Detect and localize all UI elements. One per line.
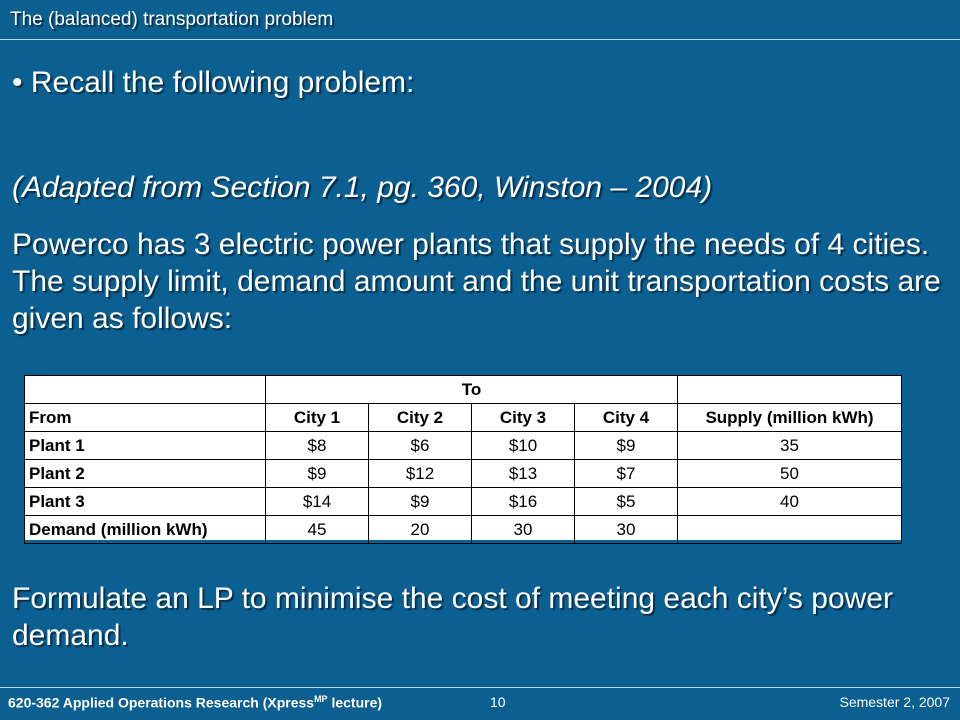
city-header: City 2 bbox=[369, 404, 472, 432]
from-header: From bbox=[25, 404, 266, 432]
problem-description: Powerco has 3 electric power plants that supply the needs of 4 cities. The supply limit, demand amount and the unit transportation costs are given as follows: bbox=[12, 228, 941, 335]
header-divider bbox=[0, 39, 960, 40]
footer-course-pre: 620-362 Applied Operations Research (Xpress bbox=[8, 694, 315, 711]
supply-cell: 40 bbox=[678, 488, 902, 516]
footer-course-sup: MP bbox=[314, 694, 328, 704]
cost-cell: $9 bbox=[369, 488, 472, 516]
cost-cell: $5 bbox=[575, 488, 678, 516]
demand-cell: 45 bbox=[266, 516, 369, 544]
footer-divider bbox=[0, 687, 960, 688]
source-citation: (Adapted from Section 7.1, pg. 360, Winston – 2004) bbox=[12, 171, 713, 204]
row-label: Plant 2 bbox=[25, 460, 266, 488]
demand-supply-blank bbox=[678, 516, 902, 544]
city-header: City 3 bbox=[472, 404, 575, 432]
demand-cell: 30 bbox=[472, 516, 575, 544]
slide-header-title: The (balanced) transportation problem bbox=[10, 9, 334, 30]
row-label: Plant 3 bbox=[25, 488, 266, 516]
table-row bbox=[25, 460, 902, 488]
city-header: City 4 bbox=[575, 404, 678, 432]
footer-course bbox=[8, 694, 382, 711]
cost-cell: $8 bbox=[266, 432, 369, 460]
cost-cell: $9 bbox=[266, 460, 369, 488]
cost-cell: $14 bbox=[266, 488, 369, 516]
page-number: 10 bbox=[490, 694, 506, 710]
cost-cell: $13 bbox=[472, 460, 575, 488]
supply-header-top bbox=[678, 376, 902, 404]
bullet-recall: • Recall the following problem: bbox=[12, 66, 415, 99]
to-header: To bbox=[266, 376, 678, 404]
cost-cell: $16 bbox=[472, 488, 575, 516]
city-header: City 1 bbox=[266, 404, 369, 432]
supply-header: Supply (million kWh) bbox=[678, 404, 902, 432]
cost-cell: $6 bbox=[369, 432, 472, 460]
footer-semester: Semester 2, 2007 bbox=[839, 694, 950, 710]
cost-cell: $12 bbox=[369, 460, 472, 488]
supply-cell: 50 bbox=[678, 460, 902, 488]
table-corner-cell bbox=[25, 376, 266, 404]
cost-cell: $10 bbox=[472, 432, 575, 460]
demand-label: Demand (million kWh) bbox=[25, 516, 266, 544]
cost-table bbox=[24, 375, 902, 540]
table-row bbox=[25, 432, 902, 460]
demand-cell: 30 bbox=[575, 516, 678, 544]
table-row bbox=[25, 516, 902, 544]
table-row bbox=[25, 488, 902, 516]
cost-cell: $7 bbox=[575, 460, 678, 488]
supply-cell: 35 bbox=[678, 432, 902, 460]
row-label: Plant 1 bbox=[25, 432, 266, 460]
cost-cell: $9 bbox=[575, 432, 678, 460]
footer-course-post: lecture) bbox=[327, 694, 383, 711]
demand-cell: 20 bbox=[369, 516, 472, 544]
task-statement: Formulate an LP to minimise the cost of meeting each city’s power demand. bbox=[12, 582, 893, 652]
